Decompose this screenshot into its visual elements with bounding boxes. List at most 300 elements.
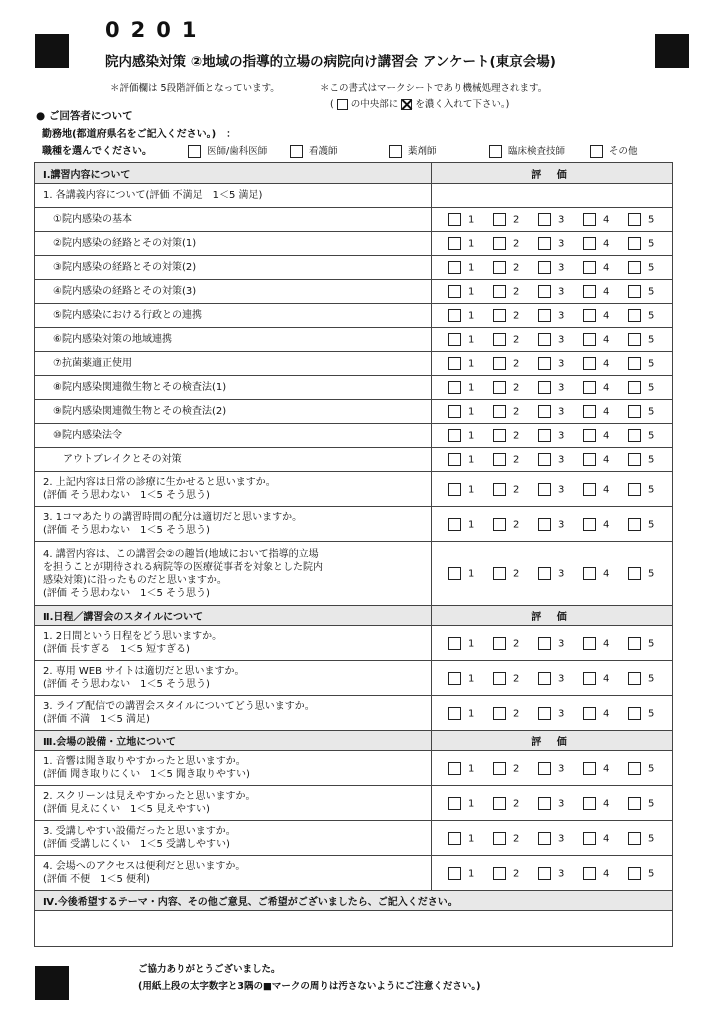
filled-checkbox-icon — [401, 99, 412, 110]
checkbox-icon[interactable] — [448, 333, 461, 346]
table-row — [35, 507, 673, 542]
rating-option-4[interactable]: 4 — [583, 867, 628, 880]
checkbox-icon[interactable] — [538, 483, 551, 496]
checkbox-icon[interactable] — [448, 309, 461, 322]
job-option-lab-technician[interactable]: 臨床検査技師 — [489, 143, 565, 158]
rating-options — [432, 661, 673, 696]
table-row — [35, 352, 673, 376]
table-row — [35, 448, 673, 472]
rating-option-4[interactable]: 4 — [583, 797, 628, 810]
checkbox-icon[interactable] — [628, 285, 641, 298]
checkbox-icon[interactable] — [628, 237, 641, 250]
rating-option-3[interactable]: 3 — [538, 333, 583, 346]
location-label: 勤務地(都道府県名をご記入ください。) ： — [42, 129, 237, 140]
survey-table — [34, 162, 673, 947]
rating-option-1[interactable]: 1 — [448, 797, 493, 810]
rating-option-4[interactable]: 4 — [583, 637, 628, 650]
rating-option-1[interactable]: 1 — [448, 333, 493, 346]
rating-option-3[interactable]: 3 — [538, 518, 583, 531]
checkbox-icon[interactable] — [538, 237, 551, 250]
rating-option-2[interactable]: 2 — [493, 483, 538, 496]
checkbox-icon[interactable] — [628, 518, 641, 531]
rating-option-4[interactable]: 4 — [583, 405, 628, 418]
rating-option-2[interactable]: 2 — [493, 213, 538, 226]
rating-option-1[interactable]: 1 — [448, 518, 493, 531]
rating-option-5[interactable]: 5 — [628, 707, 673, 720]
thanks-text: ご協力ありがとうございました。 — [138, 964, 281, 975]
checkbox-icon[interactable] — [493, 381, 506, 394]
checkbox-icon[interactable] — [448, 762, 461, 775]
checkbox-icon[interactable] — [628, 333, 641, 346]
rating-option-3[interactable]: 3 — [538, 285, 583, 298]
rating-header: 評 価 — [432, 606, 673, 626]
rating-option-4[interactable]: 4 — [583, 333, 628, 346]
checkbox-icon[interactable] — [583, 832, 596, 845]
checkbox-icon[interactable] — [538, 429, 551, 442]
question-2-1: 1. 2日間という日程をどう思いますか。 (評価 長すぎる 1＜5 短すぎる) — [35, 626, 432, 661]
rating-option-2[interactable]: 2 — [493, 867, 538, 880]
checkbox-icon[interactable] — [538, 567, 551, 580]
checkbox-icon[interactable] — [628, 637, 641, 650]
rating-option-4[interactable]: 4 — [583, 213, 628, 226]
table-row — [35, 400, 673, 424]
checkbox-icon[interactable] — [448, 483, 461, 496]
job-label: 職種を選んでください。 — [42, 146, 152, 157]
rating-option-3[interactable]: 3 — [538, 213, 583, 226]
checkbox-icon[interactable] — [583, 518, 596, 531]
rating-option-3[interactable]: 3 — [538, 309, 583, 322]
checkbox-icon[interactable] — [493, 309, 506, 322]
table-row — [35, 472, 673, 507]
rating-option-1[interactable]: 1 — [448, 567, 493, 580]
rating-option-1[interactable]: 1 — [448, 381, 493, 394]
rating-option-1[interactable]: 1 — [448, 867, 493, 880]
rating-option-3[interactable]: 3 — [538, 405, 583, 418]
comments-area[interactable] — [35, 911, 673, 947]
rating-option-4[interactable]: 4 — [583, 518, 628, 531]
checkbox-icon[interactable] — [628, 707, 641, 720]
scale-note: ＊評価欄は 5段階評価となっています。 — [110, 83, 280, 94]
rating-option-5[interactable]: 5 — [628, 309, 673, 322]
rating-option-1[interactable]: 1 — [448, 237, 493, 250]
rating-option-5[interactable]: 5 — [628, 797, 673, 810]
checkbox-icon[interactable] — [628, 797, 641, 810]
checkbox-icon[interactable] — [538, 832, 551, 845]
rating-option-3[interactable]: 3 — [538, 867, 583, 880]
checkbox-icon[interactable] — [448, 867, 461, 880]
rating-option-5[interactable]: 5 — [628, 333, 673, 346]
checkbox-icon[interactable] — [538, 867, 551, 880]
section-3-title: Ⅲ.会場の設備・立地について — [35, 731, 432, 751]
rating-header: 評 価 — [432, 163, 673, 184]
rating-option-2[interactable]: 2 — [493, 637, 538, 650]
checkbox-icon[interactable] — [493, 213, 506, 226]
rating-option-5[interactable]: 5 — [628, 213, 673, 226]
form-title: 院内感染対策 ②地域の指導的立場の病院向け講習会 アンケート(東京会場) — [105, 54, 556, 70]
checkbox-icon[interactable] — [583, 483, 596, 496]
rating-options — [432, 304, 673, 328]
table-row — [35, 856, 673, 891]
rating-option-3[interactable]: 3 — [538, 483, 583, 496]
rating-option-4[interactable]: 4 — [583, 309, 628, 322]
lecture-item: ⑧院内感染関連微生物とその検査法(1) — [35, 376, 432, 400]
rating-option-4[interactable]: 4 — [583, 707, 628, 720]
rating-options — [432, 696, 673, 731]
table-row — [35, 821, 673, 856]
checkbox-icon[interactable] — [493, 285, 506, 298]
lecture-item: ③院内感染の経路とその対策(2) — [35, 256, 432, 280]
checkbox-icon[interactable] — [493, 567, 506, 580]
rating-option-4[interactable]: 4 — [583, 483, 628, 496]
lecture-item: ④院内感染の経路とその対策(3) — [35, 280, 432, 304]
checkbox-icon[interactable] — [583, 381, 596, 394]
rating-options — [432, 856, 673, 891]
section-2-title: Ⅱ.日程／講習会のスタイルについて — [35, 606, 432, 626]
rating-options — [432, 507, 673, 542]
checkbox-icon[interactable] — [583, 237, 596, 250]
rating-options — [432, 232, 673, 256]
rating-option-2[interactable]: 2 — [493, 333, 538, 346]
rating-option-5[interactable]: 5 — [628, 429, 673, 442]
question-3-3: 3. 受講しやすい設備だったと思いますか。 (評価 受講しにくい 1＜5 受講しやすい) — [35, 821, 432, 856]
rating-option-2[interactable]: 2 — [493, 518, 538, 531]
checkbox-icon[interactable] — [489, 145, 502, 158]
rating-options — [432, 328, 673, 352]
checkbox-icon[interactable] — [628, 405, 641, 418]
rating-option-5[interactable]: 5 — [628, 567, 673, 580]
checkbox-icon[interactable] — [583, 762, 596, 775]
rating-options — [432, 472, 673, 507]
rating-option-3[interactable]: 3 — [538, 567, 583, 580]
job-option-pharmacist[interactable]: 薬剤師 — [389, 143, 437, 158]
checkbox-icon[interactable] — [448, 405, 461, 418]
rating-option-3[interactable]: 3 — [538, 429, 583, 442]
checkbox-icon[interactable] — [493, 762, 506, 775]
rating-option-1[interactable]: 1 — [448, 832, 493, 845]
checkbox-icon[interactable] — [448, 429, 461, 442]
lecture-item: ⑨院内感染関連微生物とその検査法(2) — [35, 400, 432, 424]
checkbox-icon[interactable] — [493, 637, 506, 650]
checkbox-icon[interactable] — [538, 453, 551, 466]
checkbox-icon[interactable] — [628, 309, 641, 322]
rating-option-1[interactable]: 1 — [448, 707, 493, 720]
rating-option-4[interactable]: 4 — [583, 237, 628, 250]
checkbox-icon[interactable] — [583, 567, 596, 580]
job-option-doctor[interactable]: 医師/歯科医師 — [188, 143, 267, 158]
checkbox-icon[interactable] — [538, 672, 551, 685]
rating-option-3[interactable]: 3 — [538, 261, 583, 274]
rating-options — [432, 751, 673, 786]
checkbox-icon[interactable] — [538, 285, 551, 298]
lecture-item: ⑩院内感染法令 — [35, 424, 432, 448]
rating-option-4[interactable]: 4 — [583, 567, 628, 580]
job-option-other[interactable]: その他 — [590, 143, 638, 158]
rating-options — [432, 542, 673, 606]
rating-option-1[interactable]: 1 — [448, 405, 493, 418]
checkbox-icon[interactable] — [628, 213, 641, 226]
checkbox-icon[interactable] — [448, 237, 461, 250]
checkbox-icon[interactable] — [538, 518, 551, 531]
rating-option-1[interactable]: 1 — [448, 285, 493, 298]
checkbox-icon[interactable] — [628, 483, 641, 496]
checkbox-icon[interactable] — [493, 672, 506, 685]
checkbox-icon[interactable] — [538, 405, 551, 418]
rating-option-2[interactable]: 2 — [493, 261, 538, 274]
rating-option-2[interactable]: 2 — [493, 429, 538, 442]
table-row — [35, 786, 673, 821]
table-row — [35, 661, 673, 696]
checkbox-icon[interactable] — [448, 453, 461, 466]
rating-option-2[interactable]: 2 — [493, 797, 538, 810]
checkbox-icon[interactable] — [188, 145, 201, 158]
checkbox-icon[interactable] — [493, 333, 506, 346]
marksheet-note: ＊この書式はマークシートであり機械処理されます。 — [320, 83, 548, 94]
table-row — [35, 626, 673, 661]
lecture-item: ①院内感染の基本 — [35, 208, 432, 232]
section-4-title: Ⅳ.今後希望するテーマ・内容、その他ご意見、ご希望がございましたら、ご記入ください。 — [35, 891, 673, 911]
question-2-3: 3. ライブ配信での講習会スタイルについてどう思いますか。 (評価 不満 1＜5 満足) — [35, 696, 432, 731]
rating-options — [432, 626, 673, 661]
table-row — [35, 256, 673, 280]
rating-option-4[interactable]: 4 — [583, 285, 628, 298]
checkbox-icon[interactable] — [493, 261, 506, 274]
rating-option-1[interactable]: 1 — [448, 637, 493, 650]
rating-option-1[interactable]: 1 — [448, 762, 493, 775]
checkbox-icon[interactable] — [493, 483, 506, 496]
rating-options — [432, 352, 673, 376]
rating-option-2[interactable]: 2 — [493, 285, 538, 298]
rating-options — [432, 280, 673, 304]
checkbox-icon[interactable] — [583, 405, 596, 418]
rating-option-4[interactable]: 4 — [583, 357, 628, 370]
rating-option-1[interactable]: 1 — [448, 261, 493, 274]
checkbox-icon[interactable] — [590, 145, 603, 158]
footer — [138, 961, 481, 995]
checkbox-icon[interactable] — [493, 707, 506, 720]
checkbox-icon[interactable] — [583, 357, 596, 370]
checkbox-icon[interactable] — [493, 237, 506, 250]
table-row — [35, 304, 673, 328]
rating-option-4[interactable]: 4 — [583, 672, 628, 685]
checkbox-icon[interactable] — [583, 429, 596, 442]
checkbox-icon[interactable] — [583, 797, 596, 810]
rating-option-4[interactable]: 4 — [583, 832, 628, 845]
rating-option-1[interactable]: 1 — [448, 213, 493, 226]
checkbox-icon[interactable] — [583, 672, 596, 685]
rating-option-4[interactable]: 4 — [583, 381, 628, 394]
checkbox-icon[interactable] — [628, 867, 641, 880]
rating-option-1[interactable]: 1 — [448, 672, 493, 685]
checkbox-icon[interactable] — [493, 357, 506, 370]
rating-option-5[interactable]: 5 — [628, 867, 673, 880]
checkbox-icon[interactable] — [583, 285, 596, 298]
table-row — [35, 184, 673, 208]
rating-option-1[interactable]: 1 — [448, 483, 493, 496]
lecture-item: ②院内感染の経路とその対策(1) — [35, 232, 432, 256]
checkbox-icon[interactable] — [538, 381, 551, 394]
rating-option-5[interactable]: 5 — [628, 261, 673, 274]
rating-header: 評 価 — [432, 731, 673, 751]
rating-option-3[interactable]: 3 — [538, 357, 583, 370]
checkbox-icon[interactable] — [583, 637, 596, 650]
checkbox-icon[interactable] — [628, 261, 641, 274]
question-3-1: 1. 音響は聞き取りやすかったと思いますか。 (評価 聞き取りにくい 1＜5 聞き取りやすい) — [35, 751, 432, 786]
checkbox-icon[interactable] — [538, 762, 551, 775]
rating-option-2[interactable]: 2 — [493, 567, 538, 580]
rating-option-3[interactable]: 3 — [538, 797, 583, 810]
rating-option-4[interactable]: 4 — [583, 429, 628, 442]
rating-options — [432, 821, 673, 856]
checkbox-icon[interactable] — [448, 285, 461, 298]
respondent-heading: ● ご回答者について — [36, 110, 133, 122]
question-1-3: 3. 1コマあたりの講習時間の配分は適切だと思いますか。 (評価 そう思わない 1＜5 そう思う) — [35, 507, 432, 542]
rating-option-2[interactable]: 2 — [493, 405, 538, 418]
rating-option-3[interactable]: 3 — [538, 381, 583, 394]
rating-option-2[interactable]: 2 — [493, 309, 538, 322]
rating-option-5[interactable]: 5 — [628, 637, 673, 650]
checkbox-icon[interactable] — [628, 357, 641, 370]
rating-options — [432, 424, 673, 448]
table-row — [35, 328, 673, 352]
checkbox-icon[interactable] — [389, 145, 402, 158]
checkbox-icon[interactable] — [538, 637, 551, 650]
rating-option-2[interactable]: 2 — [493, 672, 538, 685]
rating-options — [432, 400, 673, 424]
empty-cell — [432, 184, 673, 208]
checkbox-icon[interactable] — [583, 213, 596, 226]
checkbox-icon[interactable] — [628, 381, 641, 394]
rating-option-2[interactable]: 2 — [493, 357, 538, 370]
section-1-title: Ⅰ.講習内容について — [35, 163, 432, 184]
rating-option-2[interactable]: 2 — [493, 762, 538, 775]
rating-option-5[interactable]: 5 — [628, 832, 673, 845]
checkbox-icon[interactable] — [538, 213, 551, 226]
rating-option-4[interactable]: 4 — [583, 762, 628, 775]
fill-middle: の中央部に — [350, 99, 399, 110]
empty-checkbox-icon — [337, 99, 348, 110]
table-row — [35, 376, 673, 400]
checkbox-icon[interactable] — [538, 357, 551, 370]
checkbox-icon[interactable] — [448, 832, 461, 845]
checkbox-icon[interactable] — [493, 797, 506, 810]
checkbox-icon[interactable] — [583, 867, 596, 880]
rating-option-5[interactable]: 5 — [628, 672, 673, 685]
rating-options — [432, 256, 673, 280]
rating-option-1[interactable]: 1 — [448, 357, 493, 370]
rating-option-5[interactable]: 5 — [628, 453, 673, 466]
rating-option-5[interactable]: 5 — [628, 483, 673, 496]
rating-option-3[interactable]: 3 — [538, 637, 583, 650]
rating-option-5[interactable]: 5 — [628, 762, 673, 775]
checkbox-icon[interactable] — [538, 707, 551, 720]
checkbox-icon[interactable] — [493, 518, 506, 531]
checkbox-icon[interactable] — [628, 429, 641, 442]
checkbox-icon[interactable] — [538, 333, 551, 346]
rating-option-2[interactable]: 2 — [493, 832, 538, 845]
checkbox-icon[interactable] — [538, 309, 551, 322]
checkbox-icon[interactable] — [628, 762, 641, 775]
table-row — [35, 208, 673, 232]
rating-options — [432, 208, 673, 232]
rating-option-5[interactable]: 5 — [628, 285, 673, 298]
checkbox-icon[interactable] — [583, 453, 596, 466]
checkbox-icon[interactable] — [493, 429, 506, 442]
table-row — [35, 542, 673, 606]
rating-option-5[interactable]: 5 — [628, 237, 673, 250]
rating-option-3[interactable]: 3 — [538, 707, 583, 720]
checkbox-icon[interactable] — [583, 309, 596, 322]
rating-option-3[interactable]: 3 — [538, 832, 583, 845]
rating-option-4[interactable]: 4 — [583, 261, 628, 274]
checkbox-icon[interactable] — [448, 518, 461, 531]
rating-option-3[interactable]: 3 — [538, 453, 583, 466]
checkbox-icon[interactable] — [628, 453, 641, 466]
rating-option-2[interactable]: 2 — [493, 707, 538, 720]
table-row — [35, 751, 673, 786]
checkbox-icon[interactable] — [538, 261, 551, 274]
table-row — [35, 424, 673, 448]
checkbox-icon[interactable] — [583, 707, 596, 720]
checkbox-icon[interactable] — [448, 672, 461, 685]
checkbox-icon[interactable] — [448, 707, 461, 720]
rating-option-1[interactable]: 1 — [448, 429, 493, 442]
lecture-item: ⑥院内感染対策の地域連携 — [35, 328, 432, 352]
checkbox-icon[interactable] — [448, 797, 461, 810]
rating-option-3[interactable]: 3 — [538, 672, 583, 685]
rating-option-3[interactable]: 3 — [538, 762, 583, 775]
fill-prefix: ( — [330, 99, 334, 110]
checkbox-icon[interactable] — [493, 405, 506, 418]
question-2-2: 2. 専用 WEB サイトは適切だと思いますか。 (評価 そう思わない 1＜5 そう思う) — [35, 661, 432, 696]
rating-option-5[interactable]: 5 — [628, 518, 673, 531]
rating-option-1[interactable]: 1 — [448, 453, 493, 466]
caution-text: (用紙上段の太字数字と3隅の■マークの周りは汚さないようにご注意ください。) — [138, 981, 481, 992]
rating-option-2[interactable]: 2 — [493, 381, 538, 394]
checkbox-icon[interactable] — [448, 381, 461, 394]
checkbox-icon[interactable] — [493, 453, 506, 466]
checkbox-icon[interactable] — [628, 832, 641, 845]
job-option-nurse[interactable]: 看護師 — [290, 143, 338, 158]
rating-option-5[interactable]: 5 — [628, 357, 673, 370]
rating-option-1[interactable]: 1 — [448, 309, 493, 322]
checkbox-icon[interactable] — [448, 357, 461, 370]
rating-option-3[interactable]: 3 — [538, 237, 583, 250]
rating-option-5[interactable]: 5 — [628, 381, 673, 394]
checkbox-icon[interactable] — [628, 672, 641, 685]
question-3-4: 4. 会場へのアクセスは便利だと思いますか。 (評価 不便 1＜5 便利) — [35, 856, 432, 891]
checkbox-icon[interactable] — [538, 797, 551, 810]
registration-mark-top-left — [35, 34, 69, 68]
checkbox-icon[interactable] — [448, 213, 461, 226]
checkbox-icon[interactable] — [628, 567, 641, 580]
rating-option-2[interactable]: 2 — [493, 237, 538, 250]
checkbox-icon[interactable] — [493, 867, 506, 880]
rating-option-2[interactable]: 2 — [493, 453, 538, 466]
rating-options — [432, 376, 673, 400]
checkbox-icon[interactable] — [290, 145, 303, 158]
checkbox-icon[interactable] — [448, 567, 461, 580]
checkbox-icon[interactable] — [448, 261, 461, 274]
lecture-item: アウトブレイクとその対策 — [35, 448, 432, 472]
checkbox-icon[interactable] — [493, 832, 506, 845]
rating-option-5[interactable]: 5 — [628, 405, 673, 418]
checkbox-icon[interactable] — [448, 637, 461, 650]
question-3-2: 2. スクリーンは見えやすかったと思いますか。 (評価 見えにくい 1＜5 見えやすい) — [35, 786, 432, 821]
checkbox-icon[interactable] — [583, 333, 596, 346]
checkbox-icon[interactable] — [583, 261, 596, 274]
question-1-2: 2. 上記内容は日常の診療に生かせると思いますか。 (評価 そう思わない 1＜5 そう思う) — [35, 472, 432, 507]
rating-option-4[interactable]: 4 — [583, 453, 628, 466]
